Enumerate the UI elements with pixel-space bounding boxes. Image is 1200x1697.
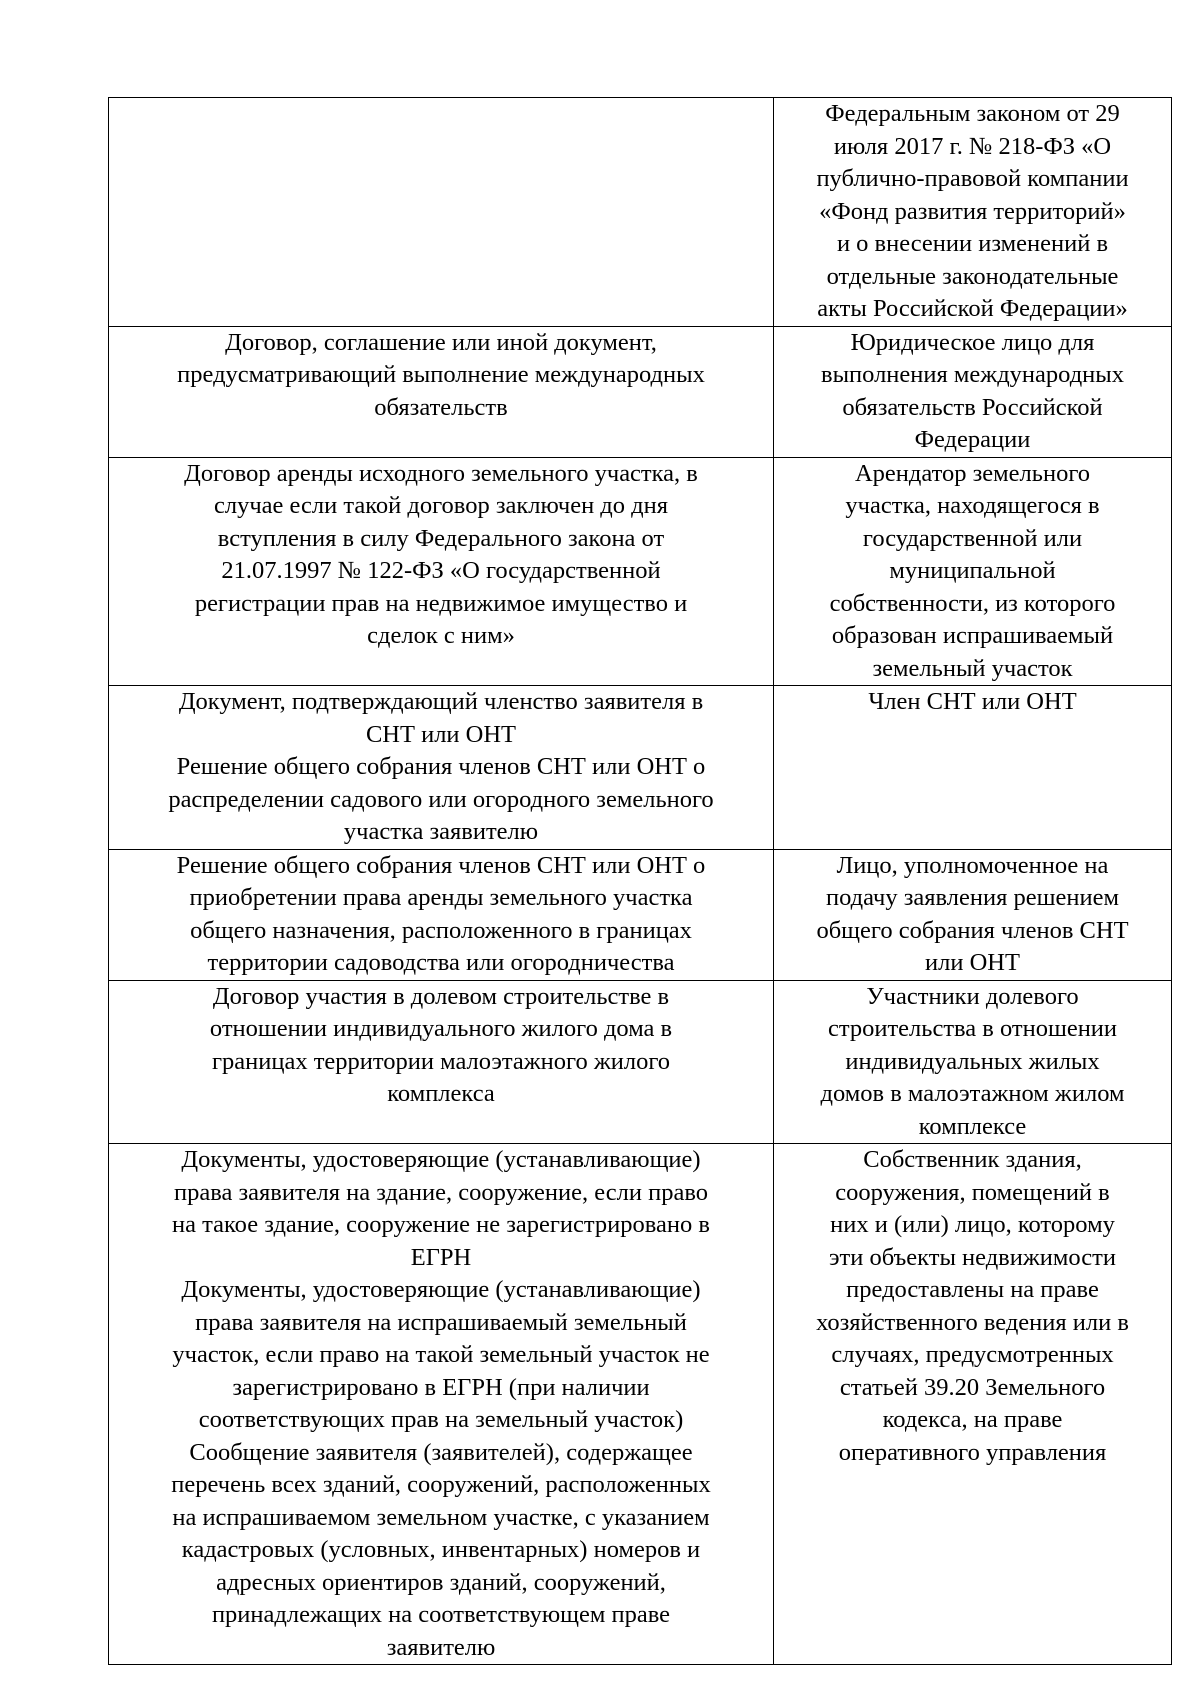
cell-text-line: кадастровых (условных, инвентарных) номеров и: [181, 1536, 701, 1563]
cell-text-line: обязательств: [374, 393, 508, 421]
cell-text-line: Федеральным законом от 29: [825, 100, 1120, 127]
cell-text-line: участка, находящегося в: [845, 492, 1100, 519]
table-row: [109, 457, 1172, 686]
applicant-cell: [774, 326, 1172, 457]
table-row: [109, 686, 1172, 850]
cell-text-line: ЕГРН: [410, 1243, 472, 1271]
cell-text-line: отношении индивидуального жилого дома в: [209, 1015, 673, 1042]
document-cell: [109, 1144, 774, 1665]
cell-text-line: комплекса: [387, 1080, 495, 1107]
cell-text-line: приобретении права аренды земельного участка: [189, 884, 693, 911]
cell-text-line: Решение общего собрания членов СНТ или ОНТ о: [176, 851, 706, 879]
document-cell: [109, 686, 774, 850]
cell-text-line: регистрации прав на недвижимое имущество и: [194, 589, 688, 617]
cell-text-line: вступления в силу Федерального закона от: [217, 524, 665, 552]
cell-text-line: муниципальной: [889, 557, 1056, 584]
applicant-cell: [774, 686, 1172, 850]
cell-text-line: заявителю: [386, 1633, 496, 1661]
applicant-cell: [774, 98, 1172, 327]
cell-text-line: 21.07.1997 № 122-ФЗ «О государственной: [221, 557, 661, 584]
table-row: [109, 980, 1172, 1144]
cell-text-line: строительства в отношении: [827, 1015, 1118, 1042]
cell-text-line: земельный участок: [872, 654, 1073, 682]
cell-text-line: Федерации: [914, 426, 1031, 453]
cell-text-line: права заявителя на испрашиваемый земельный: [195, 1308, 687, 1336]
cell-text-line: права заявителя на здание, сооружение, если право: [174, 1178, 708, 1206]
table-row: [109, 849, 1172, 980]
cell-text-line: кодекса, на праве: [882, 1406, 1063, 1433]
cell-text-line: Решение общего собрания членов СНТ или ОНТ о: [176, 753, 706, 780]
cell-text-line: зарегистрировано в ЕГРН (при наличии: [232, 1373, 650, 1401]
cell-text-line: акты Российской Федерации»: [817, 295, 1128, 322]
cell-text-line: или ОНТ: [925, 949, 1020, 976]
cell-text-line: домов в малоэтажном жилом: [820, 1080, 1125, 1107]
cell-text-line: них и (или) лицо, которому: [830, 1211, 1115, 1238]
document-cell: [109, 980, 774, 1144]
cell-text-line: перечень всех зданий, сооружений, расположенных: [171, 1471, 711, 1498]
cell-text-line: общего собрания членов СНТ: [816, 916, 1129, 944]
cell-text-line: оперативного управления: [838, 1438, 1107, 1466]
cell-text-line: территории садоводства или огородничества: [207, 949, 675, 976]
cell-text-line: участок, если право на такой земельный участок не: [172, 1341, 710, 1368]
cell-text-line: Документ, подтверждающий членство заявителя в: [178, 688, 704, 715]
cell-text-line: предоставлены на праве: [846, 1276, 1099, 1303]
cell-text-line: адресных ориентиров зданий, сооружений,: [216, 1568, 666, 1596]
cell-text-line: сделок с ним»: [367, 622, 515, 649]
cell-text-line: соответствующих прав на земельный участок): [198, 1406, 684, 1433]
cell-text-line: Член СНТ или ОНТ: [868, 688, 1077, 715]
cell-text-line: участка заявителю: [343, 818, 539, 845]
cell-text-line: «Фонд развития территорий»: [819, 197, 1126, 225]
table-row: [109, 326, 1172, 457]
cell-text-line: Документы, удостоверяющие (устанавливающие): [181, 1146, 701, 1173]
cell-text-line: принадлежащих на соответствующем праве: [211, 1601, 671, 1628]
cell-text-line: Договор участия в долевом строительстве в: [212, 982, 670, 1010]
cell-text-line: Участники долевого: [866, 982, 1079, 1010]
cell-text-line: Договор аренды исходного земельного участка, в: [184, 459, 698, 487]
cell-text-line: общего назначения, расположенного в границах: [190, 916, 692, 944]
cell-text-line: комплексе: [918, 1112, 1027, 1140]
document-cell: [109, 98, 774, 327]
document-table: [108, 97, 1172, 1665]
cell-text-line: на испрашиваемом земельном участке, с указанием: [172, 1503, 710, 1531]
cell-text-line: эти объекты недвижимости: [829, 1243, 1116, 1271]
cell-text-line: Арендатор земельного: [854, 459, 1091, 487]
cell-text-line: июля 2017 г. № 218-ФЗ «О: [833, 132, 1112, 160]
cell-text-line: подачу заявления решением: [826, 884, 1119, 911]
applicant-cell: [774, 980, 1172, 1144]
cell-text-line: Документы, удостоверяющие (устанавливающие): [181, 1276, 701, 1303]
cell-text-line: публично-правовой компании: [816, 165, 1129, 192]
table-row: [109, 1144, 1172, 1665]
cell-text-line: границах территории малоэтажного жилого: [211, 1047, 671, 1075]
cell-text-line: на такое здание, сооружение не зарегистрировано в: [172, 1211, 710, 1238]
document-cell: [109, 849, 774, 980]
cell-text-line: индивидуальных жилых: [845, 1047, 1100, 1075]
cell-text-line: выполнения международных: [821, 361, 1124, 388]
cell-text-line: предусматривающий выполнение международных: [177, 361, 705, 388]
cell-text-line: распределении садового или огородного земельного: [168, 785, 714, 813]
table-row: [109, 98, 1172, 327]
cell-text-line: государственной или: [862, 524, 1083, 552]
cell-text-line: СНТ или ОНТ: [365, 720, 517, 748]
cell-text-line: собственности, из которого: [829, 589, 1116, 617]
cell-text-line: Договор, соглашение или иной документ,: [225, 328, 657, 356]
cell-text-line: отдельные законодательные: [826, 262, 1119, 290]
cell-text-line: хозяйственного ведения или в: [816, 1308, 1129, 1336]
cell-text-line: случае если такой договор заключен до дня: [214, 492, 668, 519]
cell-text-line: сооружения, помещений в: [835, 1178, 1110, 1206]
cell-text-line: статьей 39.20 Земельного: [839, 1373, 1106, 1401]
cell-text-line: образован испрашиваемый: [831, 622, 1114, 649]
cell-text-line: Юридическое лицо для: [850, 328, 1095, 356]
cell-text-line: случаях, предусмотренных: [831, 1341, 1114, 1368]
applicant-cell: [774, 849, 1172, 980]
document-cell: [109, 457, 774, 686]
cell-text-line: обязательств Российской: [842, 393, 1103, 421]
cell-text-line: Лицо, уполномоченное на: [836, 851, 1109, 879]
cell-text-line: Сообщение заявителя (заявителей), содержащее: [189, 1438, 693, 1466]
table-body: [109, 98, 1172, 1665]
applicant-cell: [774, 1144, 1172, 1665]
applicant-cell: [774, 457, 1172, 686]
cell-text-line: и о внесении изменений в: [836, 230, 1109, 257]
document-cell: [109, 326, 774, 457]
cell-text-line: Собственник здания,: [863, 1146, 1082, 1173]
